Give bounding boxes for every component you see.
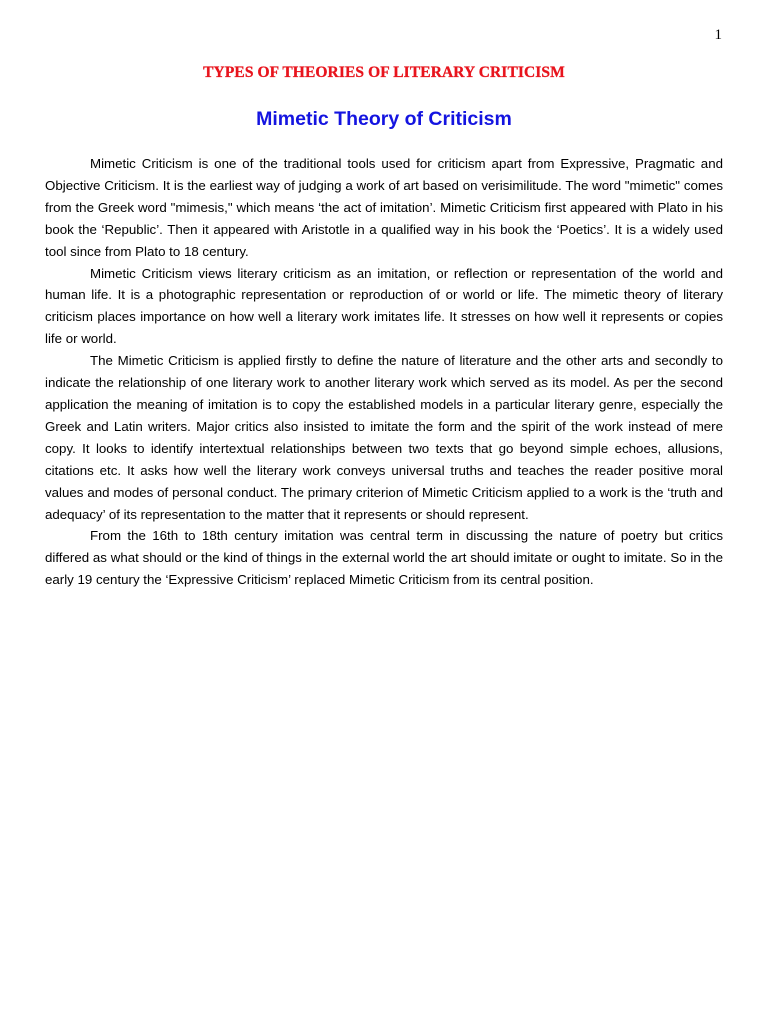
paragraph-3: The Mimetic Criticism is applied firstly to define the nature of literature and the other arts and secondly to indicate the relationship of one literary work to another literary work which served as its model. As per the second application the meaning of imitation is to copy the established models in a particular literary genre, especially the Greek and Latin writers. Major critics also insisted to imitate the form and the spirit of the work instead of mere copy. It looks to identify intertextual relationships between two texts that go beyond simple echoes, allusions, citations etc. It asks how well the literary work conveys universal truths and teaches the reader positive moral values and modes of personal conduct. The primary criterion of Mimetic Criticism applied to a work is the ‘truth and adequacy’ of its representation to the matter that it represents or should represent. (45, 353, 723, 522)
document-title: TYPES OF THEORIES OF LITERARY CRITICISM (203, 64, 565, 81)
paragraph-4: From the 16th to 18th century imitation was central term in discussing the nature of poetry but critics differed as what should or the kind of things in the external world the art should imitate or ought to imitate. So in the early 19 century the ‘Expressive Criticism’ replaced Mimetic Criticism from its central position. (45, 528, 723, 588)
page-number: 1 (714, 27, 722, 43)
paragraph-2: Mimetic Criticism views literary criticism as an imitation, or reflection or representation of the world and human life. It is a photographic representation or reproduction of or world or life. The mimetic theory of literary criticism places importance on how well a literary work imitates life. It stresses on how well it represents or copies life or world. (45, 265, 723, 347)
section-heading: Mimetic Theory of Criticism (256, 108, 512, 130)
body-text (45, 153, 723, 591)
paragraph-1: Mimetic Criticism is one of the traditional tools used for criticism apart from Expressive, Pragmatic and Objective Criticism. It is the earliest way of judging a work of art based on verisimilitude. The word "mimetic" comes from the Greek word "mimesis," which means ‘the act of imitation’. Mimetic Criticism first appeared with Plato in his book the ‘Republic’. Then it appeared with Aristotle in a qualified way in his book the ‘Poetics’. It is a widely used tool since from Plato to 18 century. (45, 156, 723, 259)
